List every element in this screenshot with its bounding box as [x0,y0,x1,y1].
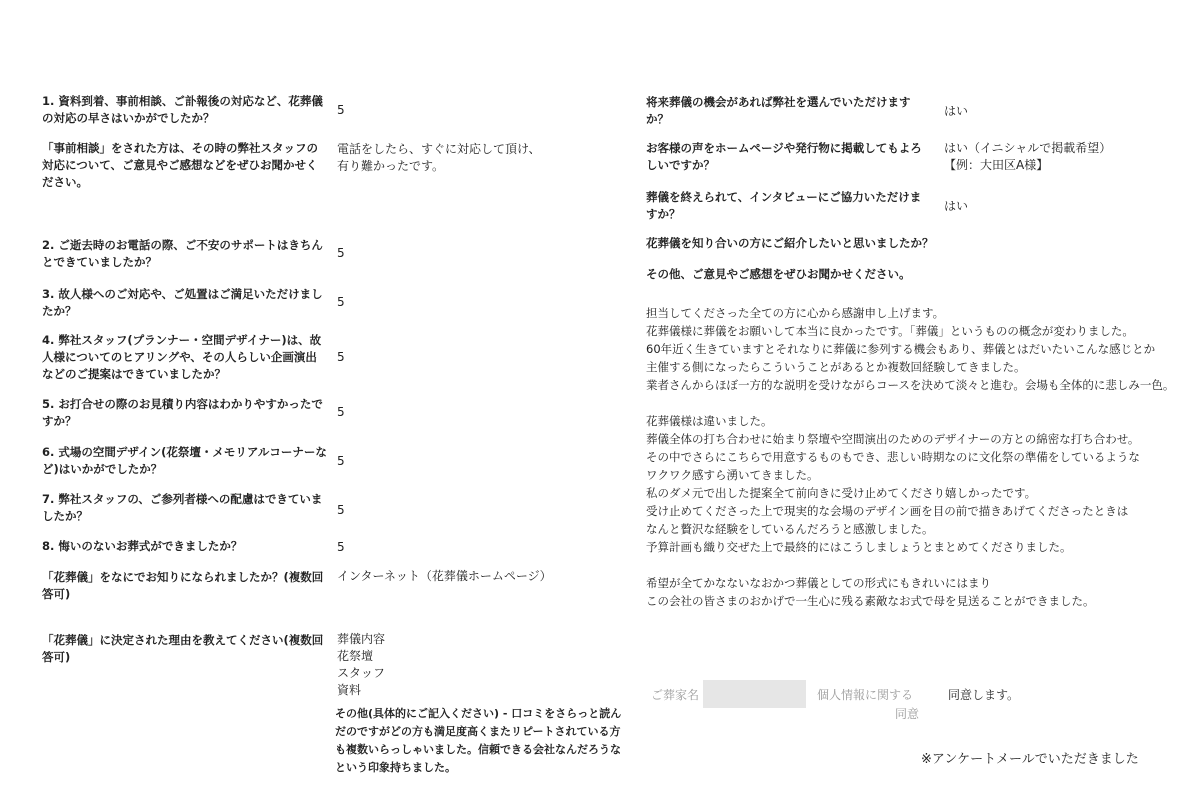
question-comments: その他、ご意見やご感想をぜひお聞かせください。 [646,267,911,281]
family-name-redacted [703,680,806,708]
question-recommend: 花葬儀を知り合いの方にご紹介したいと思いましたか？ [646,236,934,250]
answer-future: はい [944,104,969,118]
answer-8: 5 [337,540,345,554]
source-note: ※アンケートメールでいただきました [921,752,1139,767]
answer-6: 5 [337,454,345,468]
question-reason: 「花葬儀」に決定された理由を教えてください(複数回答可) [42,633,324,664]
question-2: 2. ご逝去時のお電話の際、ご不安のサポートはきちんとできていましたか？ [42,238,323,269]
answer-reason: 葬儀内容 花祭壇 スタッフ 資料 [337,632,386,697]
family-name-label: ご葬家名 [651,688,700,702]
question-how-found: 「花葬儀」をなにでお知りになられましたか？(複数回答可) [42,570,324,601]
answer-7: 5 [337,503,345,517]
privacy-label: 個人情報に関する [817,688,914,702]
question-pre-consultation: 「事前相談」をされた方は、その時の弊社スタッフの対応について、ご意見やご感想などをぜひお聞かせください。 [42,141,318,189]
answer-publish: はい（イニシャルで掲載希望） 【例：大田区A様】 [944,141,1112,172]
answer-pre-consultation: 電話をしたら、すぐに対応して頂け、有り難かったです。 [337,142,541,173]
question-4: 4. 弊社スタッフ(プランナー・空間デザイナー)は、故人様についてのヒアリングや、その人らしい企画演出などのご提案はできていましたか？ [42,333,322,381]
answer-2: 5 [337,246,345,260]
question-7: 7. 弊社スタッフの、ご参列者様への配慮はできていましたか？ [42,492,323,523]
other-comment: その他(具体的にご記入ください) - 口コミをさらっと読んだのですがどの方も満足度高くまたリピートされている方も複数いらっしゃいました。信頼できる会社なんだろうなという印象持ちました。 [335,707,622,774]
question-8: 8. 悔いのないお葬式ができましたか？ [42,539,243,553]
answer-1: 5 [337,103,345,117]
question-interview: 葬儀を終えられて、インタビューにご協力いただけますか？ [646,190,922,221]
customer-letter: 担当してくださった全ての方に心から感謝申し上げます。 花葬儀様に葬儀をお願いして本当に良かったです。「葬儀」というものの概念が変わりました。 60年近く生きていますとそれなりに葬儀に参列する機会もあり、葬儀とはだいたいこんな感じとか 主催する側になったらこういうことがあるとか複数回経験してきました。 業者さんからほぼ一方的な説明を受けながらコースを決めて淡々と進む。会場も全体的に悲しみ一色。 花葬儀様は違いました。 葬儀全体の打ち合わせに始まり祭壇や空間演出のためのデザイナーの方との綿密な打ち合わせ。 その中でさらにこちらで用意するものもでき、悲しい時期なのに文化祭の準備をしているような ワクワク感すら湧いてきました。 私のダメ元で出した提案全て前向きに受け止めてくださり嬉しかったです。 受け止めてくださった上で現実的な会場のデザイン画を目の前で描きあげてくださったときは なんと贅沢な経験をしているんだろうと感激しました。 予算計画も織り交ぜた上で最終的にはこうしましょうとまとめてくださりました。 希望が全てかなないなおかつ葬儀としての形式にもきれいにはまり この会社の皆さまのおかげで一生心に残る素敵なお式で母を見送ることができました。 [646,306,1175,608]
question-6: 6. 式場の空間デザイン(花祭壇・メモリアルコーナーなど)はいかがでしたか？ [42,445,327,476]
question-publish: お客様の声をホームページや発行物に掲載してもよろしいですか？ [646,141,922,172]
question-5: 5. お打合せの際のお見積り内容はわかりやすかったですか？ [42,397,323,428]
privacy-agree-value: 同意します。 [948,688,1020,702]
question-future: 将来葬儀の機会があれば弊社を選んでいただけますか？ [646,95,911,126]
answer-3: 5 [337,295,345,309]
answer-5: 5 [337,405,345,419]
answer-4: 5 [337,350,345,364]
answer-interview: はい [944,199,969,213]
privacy-label-2: 同意 [895,707,920,721]
answer-how-found: インターネット（花葬儀ホームページ） [337,569,552,583]
question-3: 3. 故人様へのご対応や、ご処置はご満足いただけましたか？ [42,287,323,318]
question-1: 1. 資料到着、事前相談、ご訃報後の対応など、花葬儀の対応の早さはいかがでしたか？ [42,94,323,125]
